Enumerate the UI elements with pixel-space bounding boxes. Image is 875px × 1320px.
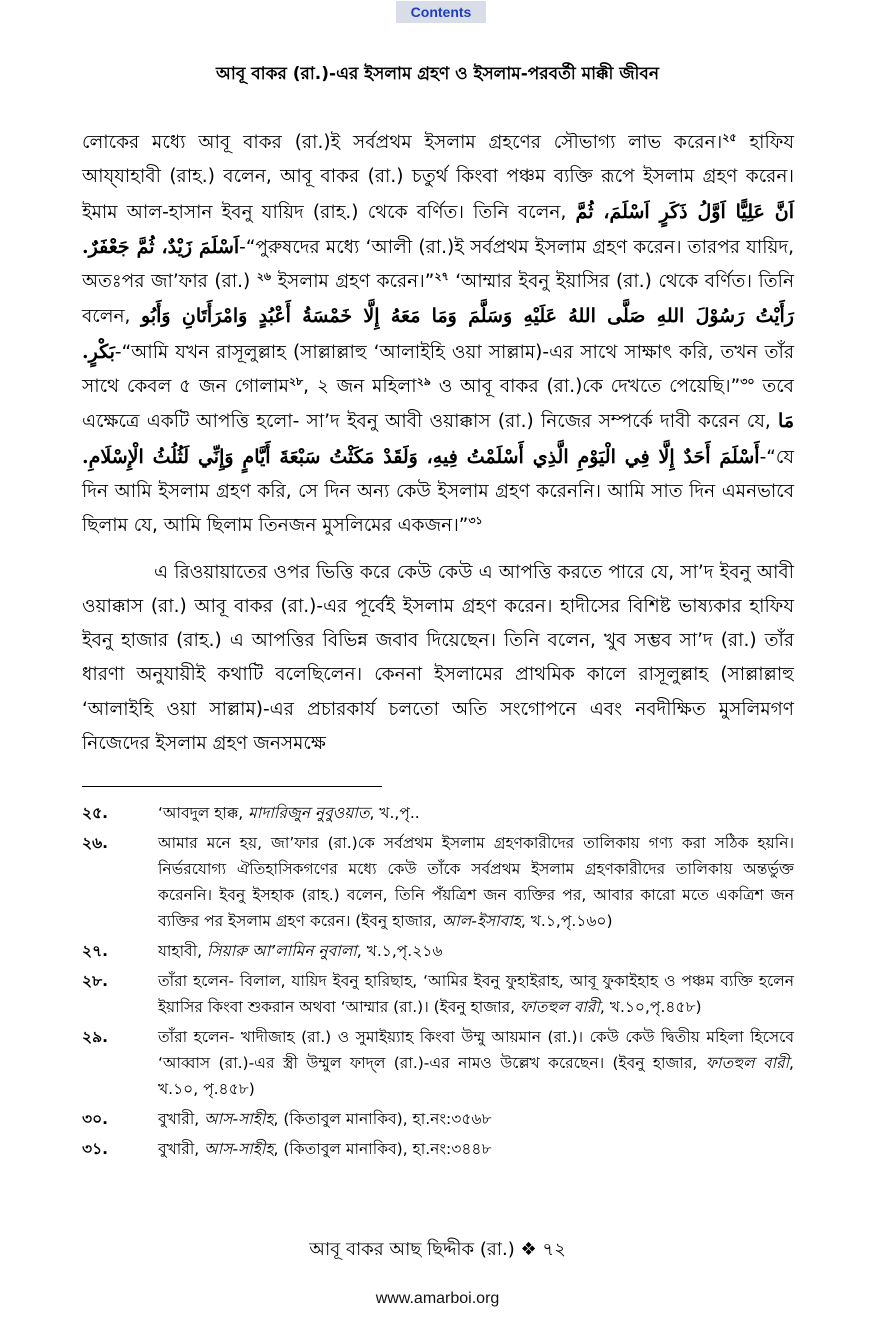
text-run: ইসলাম গ্রহণ করেন।” [277, 271, 435, 293]
page-footer [0, 1236, 875, 1264]
book-title: সিয়ারু আ’লামিন নুবালা [206, 942, 357, 960]
footnote-28 [82, 968, 794, 1020]
text-run: , খ.১০,পৃ.৪৫৮) [599, 998, 702, 1016]
text-run: বুখারী, [158, 1140, 205, 1158]
footnote-number: ২৮. [82, 972, 109, 990]
arabic-quote: اَنَّ عَلِيًّا اَوَّلُ ذَكَرٍ اَسْلَمَ، ثُمَّ اَسْلَمَ زَيْدٌ، ثُمَّ جَعْفَرٌ. [82, 200, 794, 258]
footnote-text [158, 830, 794, 934]
footnote-text [158, 800, 794, 826]
text-run: আমার মনে হয়, জা’ফার (রা.)কে সর্বপ্রথম ইসলাম গ্রহণকারীদের তালিকায় গণ্য করা সঠিক হয়নি। নির্ভরযোগ্য ঐতিহাসিকগণের মধ্যে কেউ তাঁকে সর্বপ্রথম ইসলাম গ্রহণকারীদের তালিকায় অন্তর্ভুক্ত করেননি। ইবনু ইসহাক (রাহ.) বলেন, তিনি পঁয়ত্রিশ জন ব্যক্তির পর, আবার কারো মতে একত্রিশ জন ব্যক্তির পর ইসলাম গ্রহণ করেন। (ইবনু হাজার, [158, 834, 794, 930]
footnote-26 [82, 830, 794, 934]
book-title: ফাতহুল বারী [705, 1054, 790, 1072]
footnote-ref-31[interactable]: ৩১ [468, 514, 483, 528]
text-run: ‘আবদুল হাক্ক, [158, 804, 249, 822]
text-run: বুখারী, [158, 1110, 205, 1128]
ornament-icon: ❖ [520, 1239, 537, 1260]
paragraph-1 [82, 126, 794, 544]
footnote-number: ২৫. [82, 804, 109, 822]
arabic-quote: مَا أَسْلَمَ أَحَدٌ إِلَّا فِي الْيَوْمِ الَّذِي أَسْلَمْتُ فِيهِ، وَلَقَدْ مَكَثْتُ سَبْعَةَ أَيَّامٍ وَإِنِّي لَثُلُثُ الْإِسْلَامِ. [82, 410, 794, 468]
footnote-text [158, 1024, 794, 1102]
site-watermark[interactable]: www.amarboi.org [375, 1290, 500, 1307]
text-run: , (কিতাবুল মানাকিব), হা.নং:৩৫৬৮ [273, 1110, 492, 1128]
footnote-number: ৩০. [82, 1110, 109, 1128]
text-run: যাহাবী, [158, 942, 207, 960]
footnote-text [158, 1136, 794, 1162]
page-number: ৭২ [542, 1239, 566, 1260]
footnote-ref-30[interactable]: ৩০ [740, 374, 755, 388]
text-run: তাঁরা হলেন- বিলাল, যায়িদ ইবনু হারিছাহ, ‘আমির ইবনু ফুহাইরাহ, আবূ ফুকাইহাহ ও পঞ্চম ব্যক্তি হলেন ইয়াসির কিংবা শুকরান অথবা ‘আম্মার (রা.)। (ইবনু হাজার, [158, 972, 794, 1016]
text-run: , ২ জন মহিলা [303, 376, 417, 398]
footnote-text [158, 938, 794, 964]
book-title-footer: আবূ বাকর আছ ছিদ্দীক (রা.) [309, 1239, 515, 1260]
footnote-ref-28[interactable]: ২৮ [288, 374, 304, 388]
footnote-31 [82, 1136, 794, 1162]
footnote-25 [82, 800, 794, 826]
text-run: ও আবূ বাকর (রা.)কে দেখতে পেয়েছি।” [438, 376, 741, 398]
footnote-number: ২৯. [82, 1028, 109, 1046]
text-run: হাফিয আয্‌যাহাবী (রাহ.) বলেন, আবূ বাকর (রা.) চতুর্থ কিংবা পঞ্চম ব্যক্তি রূপে ইসলাম গ্রহণ করেন। ইমাম আল-হাসান ইবনু যায়িদ (রাহ.) থেকে বর্ণিত। তিনি বলেন, [82, 132, 794, 223]
text-run: , খ.১,পৃ.২১৬ [356, 942, 443, 960]
text-run: , (কিতাবুল মানাকিব), হা.নং:৩৪৪৮ [273, 1140, 492, 1158]
contents-button[interactable]: Contents [396, 1, 486, 23]
arabic-quote: رَأَيْتُ رَسُوْلَ اللهِ صَلَّى اللهُ عَلَيْهِ وَسَلَّمَ وَمَا مَعَهُ إِلَّا خَمْسَةُ أَعْبُدٍ وَامْرَأَتَانِ وَأَبُو بَكْرٍ. [82, 305, 794, 363]
text-run: , খ.১,পৃ.১৬০) [520, 912, 613, 930]
footnote-text [158, 1106, 794, 1132]
text-run: ‘আম্মার ইবনু ইয়াসির (রা.) থেকে বর্ণিত। তিনি বলেন, [82, 271, 794, 328]
paragraph-2: এ রিওয়ায়াতের ওপর ভিত্তি করে কেউ কেউ এ আপত্তি করতে পারে যে, সা’দ ইবনু আবী ওয়াক্কাস (রা.) আবূ বাকর (রা.)-এর পূর্বেই ইসলাম গ্রহণ করেন। হাদীসের বিশিষ্ট ভাষ্যকার হাফিয ইবনু হাজার (রাহ.) এ আপত্তির বিভিন্ন জবাব দিয়েছেন। তিনি বলেন, খুব সম্ভব সা’দ (রা.) তাঁর ধারণা অনুযায়ীই কথাটি বলেছিলেন। কেননা ইসলামের প্রাথমিক কালে রাসূলুল্লাহ (সাল্লাল্লাহু ‘আলাইহি ওয়া সাল্লাম)-এর প্রচারকার্য চলতো অতি সংগোপনে এবং নবদীক্ষিত মুসলিমগণ নিজেদের ইসলাম গ্রহণ জনসমক্ষে [82, 561, 794, 755]
main-text [82, 126, 794, 761]
text-run: তাঁরা হলেন- খাদীজাহ (রা.) ও সুমাইয়্যাহ কিংবা উম্মু আয়মান (রা.)। কেউ কেউ দ্বিতীয় মহিলা হিসেবে ‘আব্বাস (রা.)-এর স্ত্রী উম্মুল ফাদ্‌ল (রা.)-এর নামও উল্লেখ করেছেন। (ইবনু হাজার, [158, 1028, 794, 1072]
footnote-number: ২৭. [82, 942, 109, 960]
text-run: , খ.,পৃ.. [369, 804, 420, 822]
footnote-text [158, 968, 794, 1020]
footnote-ref-25[interactable]: ২৫ [722, 130, 737, 144]
footnote-27 [82, 938, 794, 964]
text-run: তবে এক্ষেত্রে একটি আপত্তি হলো- সা’দ ইবনু আবী ওয়াক্কাস (রা.) নিজের সম্পর্কে দাবী করেন যে, [82, 376, 794, 433]
footnote-number: ৩১. [82, 1140, 109, 1158]
book-title: আস-সাহীহ [204, 1110, 274, 1128]
running-header: আবূ বাকর (রা.)-এর ইসলাম গ্রহণ ও ইসলাম-পরবর্তী মাক্কী জীবন [215, 64, 660, 84]
text-run: , খ.১০, পৃ.৪৫৮) [158, 1054, 794, 1098]
footnote-number: ২৬. [82, 834, 109, 852]
footnote-divider [82, 786, 382, 787]
text-run: -“আমি যখন রাসূলুল্লাহ (সাল্লাল্লাহু ‘আলাইহি ওয়া সাল্লাম)-এর সাথে সাক্ষাৎ করি, তখন তাঁর সাথে কেবল ৫ জন গোলাম [82, 341, 794, 398]
book-title: ফাতহুল বারী [519, 998, 600, 1016]
footnotes [82, 800, 794, 1166]
footnote-ref-27[interactable]: ২৭ [434, 270, 449, 284]
text-run: -“পুরুষদের মধ্যে ‘আলী (রা.)ই সর্বপ্রথম ইসলাম গ্রহণ করেন। তারপর যায়িদ, অতঃপর জা’ফার (রা.) [82, 236, 794, 293]
footnote-ref-29[interactable]: ২৯ [416, 374, 431, 388]
book-title: আস-সাহীহ [204, 1140, 274, 1158]
footnote-ref-26[interactable]: ২৬ [256, 270, 272, 284]
text-run: লোকের মধ্যে আবূ বাকর (রা.)ই সর্বপ্রথম ইসলাম গ্রহণের সৌভাগ্য লাভ করেন। [82, 132, 723, 153]
footnote-29 [82, 1024, 794, 1102]
text-run: -“যে দিন আমি ইসলাম গ্রহণ করি, সে দিন অন্য কেউ ইসলাম গ্রহণ করেননি। আমি সাত দিন এমনভাবে ছিলাম যে, আমি ছিলাম তিনজন মুসলিমের একজন।” [82, 446, 794, 537]
book-title: মাদারিজুন নুবুওয়াত [248, 804, 370, 822]
book-title: আল-ইসাবাহ [441, 912, 521, 930]
footnote-30 [82, 1106, 794, 1132]
